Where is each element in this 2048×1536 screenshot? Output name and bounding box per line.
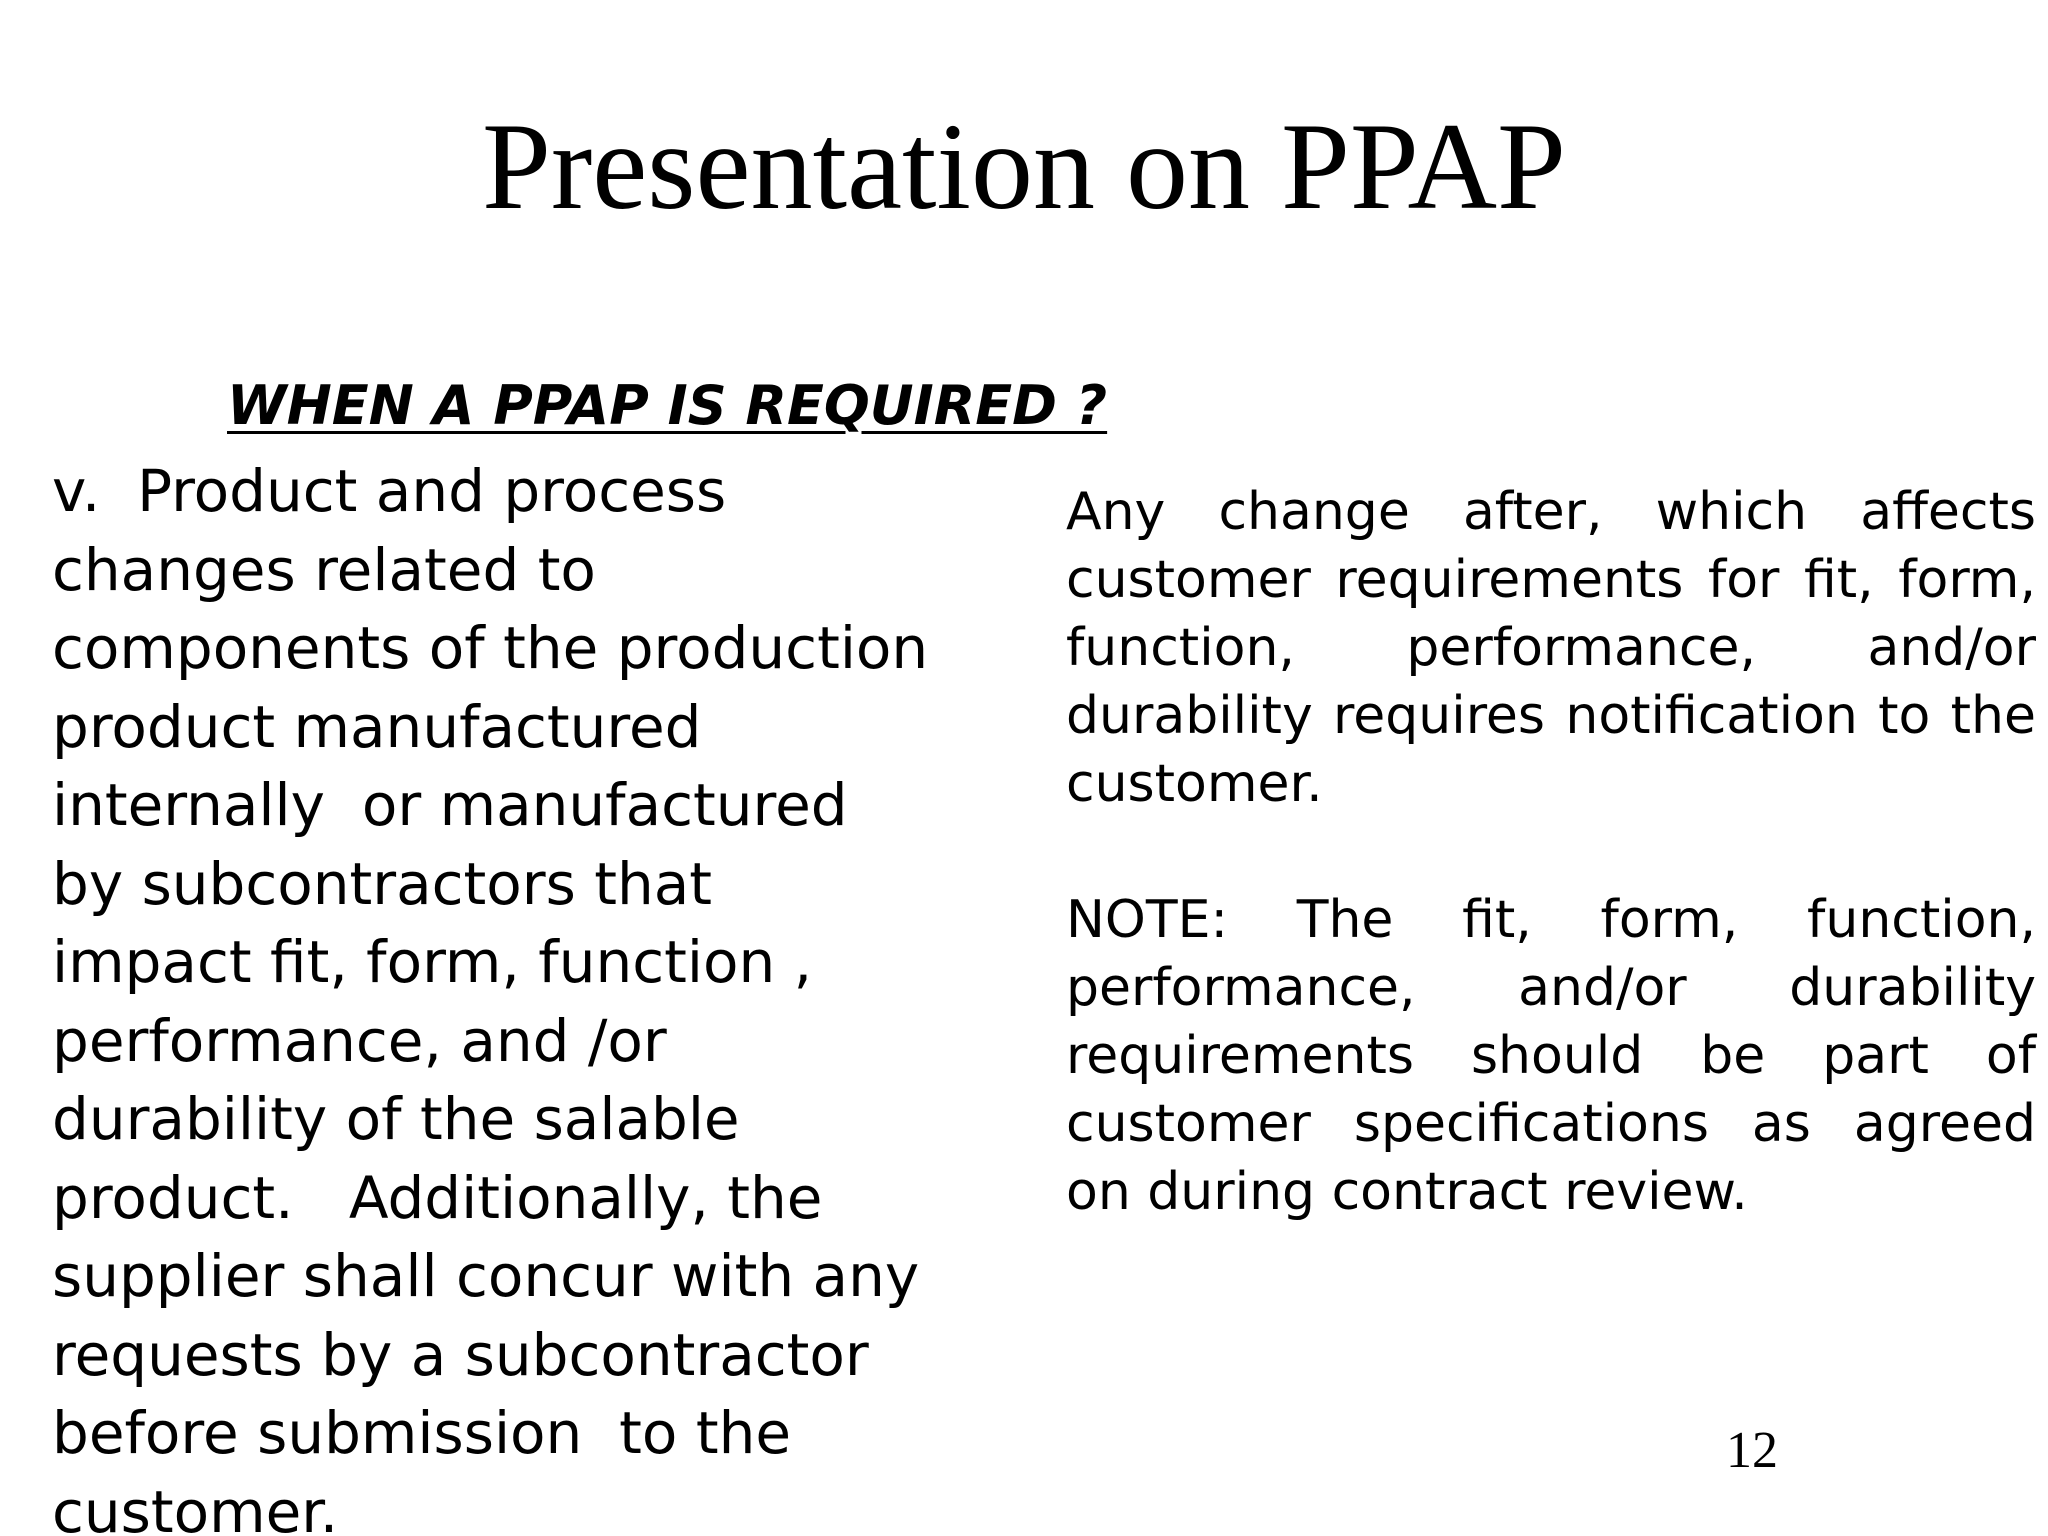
left-column-text bbox=[52, 452, 1012, 1536]
left-text-line: requests by a subcontractor bbox=[52, 1320, 869, 1389]
left-text-line: before submission to the bbox=[52, 1399, 792, 1467]
note-paragraph: NOTE: The fit, form, function, performance, and/or durability requirements should be part of customer specifications as agreed on during contract review. bbox=[1066, 890, 2036, 1222]
section-heading: WHEN A PPAP IS REQUIRED ? bbox=[227, 374, 1108, 437]
left-text-line: product manufactured bbox=[52, 692, 702, 761]
left-text-line: components of the production bbox=[52, 614, 929, 682]
left-text-line: internally or manufactured bbox=[52, 771, 848, 839]
page-number: 12 bbox=[1726, 1422, 1778, 1479]
slide-title: Presentation on PPAP bbox=[481, 98, 1567, 235]
left-text-line: v. Product and process bbox=[52, 457, 727, 525]
left-text-line: impact fit, form, function , bbox=[52, 928, 813, 996]
change-notification-paragraph: Any change after, which affects customer requirements for fit, form, function, performance, and/or durability requires notification to the customer. bbox=[1066, 482, 2036, 814]
left-text-line: product. Additionally, the bbox=[52, 1163, 823, 1232]
left-text-line: supplier shall concur with any bbox=[52, 1242, 920, 1310]
left-text-line: durability of the salable bbox=[52, 1085, 740, 1153]
left-text-line: performance, and /or bbox=[52, 1006, 667, 1075]
left-text-line: customer. bbox=[52, 1477, 339, 1536]
left-text-line: changes related to bbox=[52, 535, 596, 604]
right-column-text bbox=[1066, 478, 2036, 1226]
left-text-line: by subcontractors that bbox=[52, 849, 713, 918]
